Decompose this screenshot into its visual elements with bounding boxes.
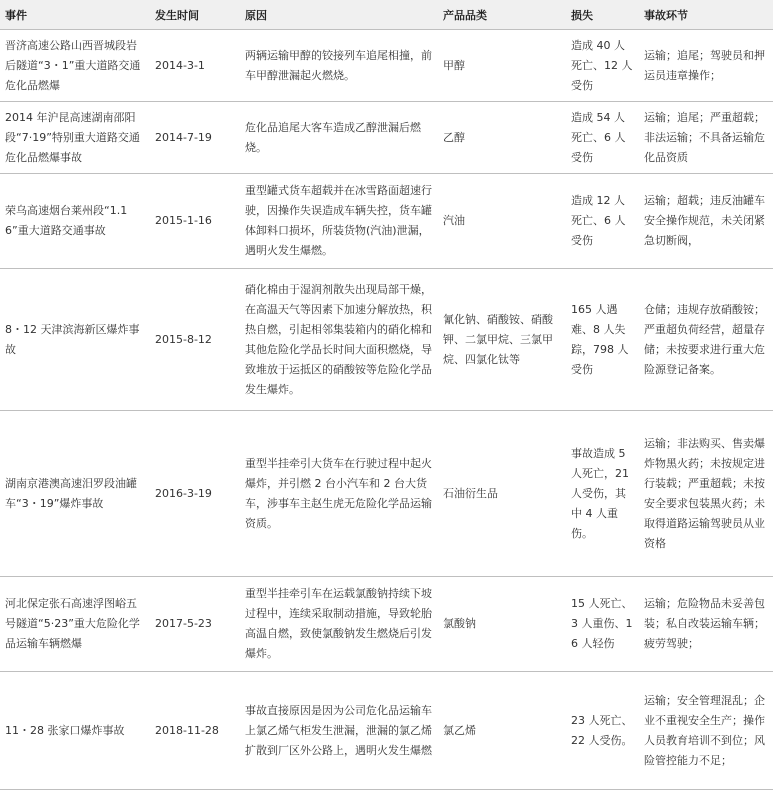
table-row	[0, 269, 773, 411]
header-product: 产品品类	[438, 0, 566, 30]
cell-cause: 危化品追尾大客车造成乙醇泄漏后燃烧。	[240, 102, 438, 174]
cell-loss: 15 人死亡、3 人重伤、16 人轻伤	[566, 577, 639, 672]
cell-product: 石油衍生品	[438, 411, 566, 577]
cell-cause: 两辆运输甲醇的铰接列车追尾相撞，前车甲醇泄漏起火燃烧。	[240, 30, 438, 102]
header-cause: 原因	[240, 0, 438, 30]
cell-event: 2014 年沪昆高速湖南邵阳段“7·19”特别重大道路交通危化品燃爆事故	[0, 102, 150, 174]
table-row	[0, 30, 773, 102]
cell-stage: 运输；安全管理混乱；企业不重视安全生产；操作人员教育培训不到位；风险管控能力不足；	[639, 672, 773, 790]
table-row	[0, 102, 773, 174]
cell-date: 2014-7-19	[150, 102, 240, 174]
cell-date: 2015-1-16	[150, 174, 240, 269]
cell-loss: 165 人遇难、8 人失踪，798 人受伤	[566, 269, 639, 411]
cell-date: 2014-3-1	[150, 30, 240, 102]
cell-event: 晋济高速公路山西晋城段岩后隧道“3・1”重大道路交通危化品燃爆	[0, 30, 150, 102]
cell-cause: 重型半挂牵引大货车在行驶过程中起火爆炸，并引燃 2 台小汽车和 2 台大货车，涉事车主赵生虎无危险化学品运输资质。	[240, 411, 438, 577]
cell-product: 氯酸钠	[438, 577, 566, 672]
table-body	[0, 30, 773, 790]
cell-loss: 造成 54 人死亡、6 人受伤	[566, 102, 639, 174]
cell-product: 氰化钠、硝酸铵、硝酸钾、二氯甲烷、三氯甲烷、四氯化钛等	[438, 269, 566, 411]
table-row	[0, 577, 773, 672]
cell-stage: 运输；超载；违反油罐车安全操作规范，未关闭紧急切断阀，	[639, 174, 773, 269]
cell-product: 氯乙烯	[438, 672, 566, 790]
table-header	[0, 0, 773, 30]
cell-product: 甲醇	[438, 30, 566, 102]
table-row	[0, 672, 773, 790]
cell-stage: 运输；危险物品未妥善包装；私自改装运输车辆；疲劳驾驶；	[639, 577, 773, 672]
cell-stage: 运输；追尾；驾驶员和押运员违章操作；	[639, 30, 773, 102]
table-row	[0, 411, 773, 577]
cell-cause: 重型罐式货车超载并在冰雪路面超速行驶，因操作失误造成车辆失控，货车罐体卸料口损坏，所装货物(汽油)泄漏，遇明火发生爆燃。	[240, 174, 438, 269]
cell-date: 2016-3-19	[150, 411, 240, 577]
cell-event: 荣乌高速烟台莱州段“1.16”重大道路交通事故	[0, 174, 150, 269]
header-row	[0, 0, 773, 30]
cell-cause: 硝化棉由于湿润剂散失出现局部干燥，在高温天气等因素下加速分解放热，积热自燃，引起相邻集装箱内的硝化棉和其他危险化学品长时间大面积燃烧，导致堆放于运抵区的硝酸铵等危险化学品发生爆炸。	[240, 269, 438, 411]
cell-loss: 23 人死亡、22 人受伤。	[566, 672, 639, 790]
cell-product: 汽油	[438, 174, 566, 269]
header-stage: 事故环节	[639, 0, 773, 30]
cell-event: 湖南京港澳高速汨罗段油罐车“3・19”爆炸事故	[0, 411, 150, 577]
cell-date: 2018-11-28	[150, 672, 240, 790]
cell-event: 11・28 张家口爆炸事故	[0, 672, 150, 790]
cell-product: 乙醇	[438, 102, 566, 174]
cell-cause: 事故直接原因是因为公司危化品运输车上氯乙烯气柜发生泄漏，泄漏的氯乙烯扩散到厂区外公路上，遇明火发生爆燃	[240, 672, 438, 790]
cell-event: 8・12 天津滨海新区爆炸事故	[0, 269, 150, 411]
cell-date: 2017-5-23	[150, 577, 240, 672]
cell-loss: 造成 40 人死亡、12 人受伤	[566, 30, 639, 102]
header-loss: 损失	[566, 0, 639, 30]
cell-stage: 运输；追尾；严重超载；非法运输；不具备运输危化品资质	[639, 102, 773, 174]
cell-loss: 造成 12 人死亡、6 人受伤	[566, 174, 639, 269]
cell-stage: 运输；非法购买、售卖爆炸物黑火药；未按规定进行装载；严重超载；未按安全要求包装黑火药；未取得道路运输驾驶员从业资格	[639, 411, 773, 577]
cell-event: 河北保定张石高速浮图峪五号隧道“5·23”重大危险化学品运输车辆燃爆	[0, 577, 150, 672]
header-event: 事件	[0, 0, 150, 30]
cell-stage: 仓储；违规存放硝酸铵；严重超负荷经营，超量存储；未按要求进行重大危险源登记备案。	[639, 269, 773, 411]
cell-cause: 重型半挂牵引车在运载氯酸钠持续下坡过程中，连续采取制动措施，导致轮胎高温自燃，致使氯酸钠发生燃烧后引发爆炸。	[240, 577, 438, 672]
header-date: 发生时间	[150, 0, 240, 30]
cell-loss: 事故造成 5 人死亡，21 人受伤，其中 4 人重伤。	[566, 411, 639, 577]
table-row	[0, 174, 773, 269]
cell-date: 2015-8-12	[150, 269, 240, 411]
